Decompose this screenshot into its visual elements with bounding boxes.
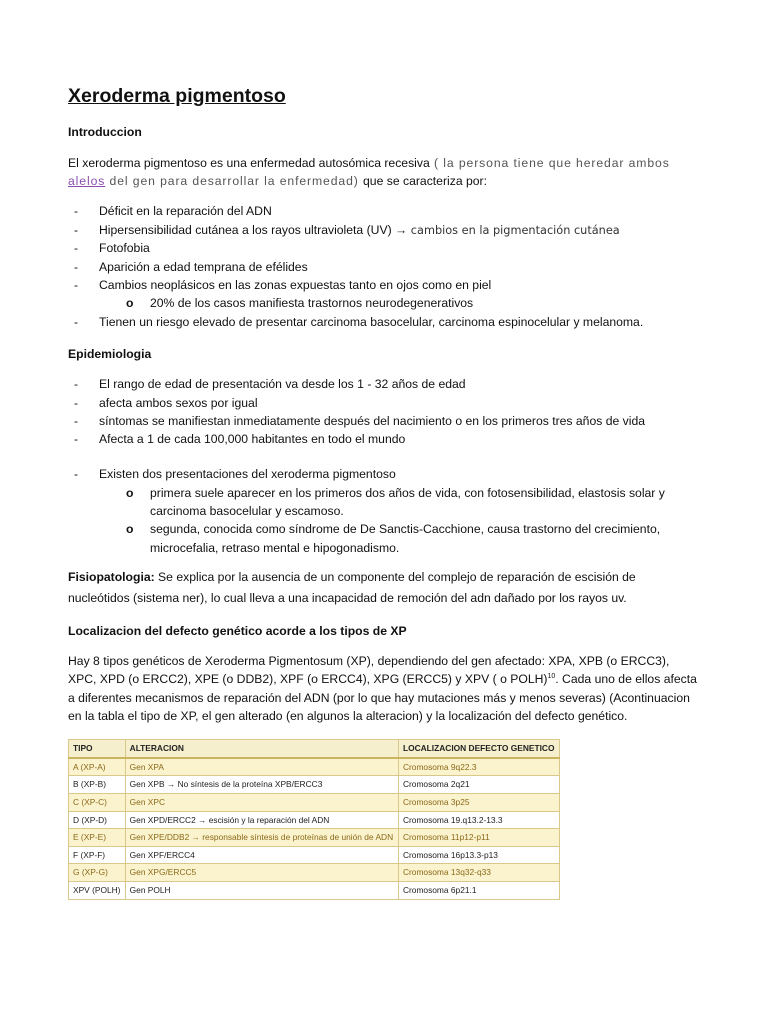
list-item: - afecta ambos sexos por igual <box>68 394 698 412</box>
table-row: XPV (POLH) Gen POLH Cromosoma 6p21.1 <box>69 881 560 899</box>
list-item: - Afecta a 1 de cada 100,000 habitantes en todo el mundo <box>68 430 698 448</box>
table-header-row <box>69 740 560 758</box>
localizacion-heading: Localizacion del defecto genético acorde a los tipos de XP <box>68 623 407 638</box>
epi-list <box>68 375 698 483</box>
table-row: F (XP-F) Gen XPF/ERCC4 Cromosoma 16p13.3-p13 <box>69 846 560 864</box>
xp-types-table <box>68 739 560 899</box>
list-item: - Fotofobia <box>68 239 698 257</box>
column-header: ALTERACION <box>125 740 398 758</box>
list-item: - Existen dos presentaciones del xeroderma pigmentoso <box>68 465 698 483</box>
sub-list <box>68 294 698 312</box>
column-header: TIPO <box>69 740 126 758</box>
list-item: - Aparición a edad temprana de efélides <box>68 258 698 276</box>
table-row: C (XP-C) Gen XPC Cromosoma 3p25 <box>69 793 560 811</box>
epidemiologia-heading: Epidemiologia <box>68 346 152 361</box>
table-row: G (XP-G) Gen XPG/ERCC5 Cromosoma 13q32-q33 <box>69 864 560 882</box>
list-item: - Tienen un riesgo elevado de presentar carcinoma basocelular, carcinoma espinocelular y melanoma. <box>68 313 698 331</box>
table-row: D (XP-D) Gen XPD/ERCC2 → escisión y la reparación del ADN Cromosoma 19.q13.2-13.3 <box>69 811 560 829</box>
sub-list-item: o segunda, conocida como síndrome de De Sanctis-Cacchione, causa trastorno del crecimiento, microcefalia, retraso mental e hipogonadismo. <box>68 520 698 557</box>
table-row: B (XP-B) Gen XPB → No síntesis de la proteína XPB/ERCC3 Cromosoma 2q21 <box>69 776 560 794</box>
epi-sub-list <box>68 484 698 557</box>
alelos-link[interactable]: alelos <box>68 173 106 188</box>
list-item: - síntomas se manifiestan inmediatamente después del nacimiento o en los primeros tres años de vida <box>68 412 698 430</box>
list-item: - Cambios neoplásicos en las zonas expuestas tanto en ojos como en piel o 20% de los casos manifiesta trastornos neurodegenerativos <box>68 276 698 313</box>
intro-heading: Introduccion <box>68 125 142 140</box>
sub-list-item: o primera suele aparecer en los primeros dos años de vida, con fotosensibilidad, elastosis solar y carcinoma basocelular y escamoso. <box>68 484 698 521</box>
sub-list-item: o 20% de los casos manifiesta trastornos neurodegenerativos <box>68 294 698 312</box>
fisiopatologia-paragraph: Fisiopatologia: Se explica por la ausencia de un componente del complejo de reparación de escisión de nucleótidos (sistema ner), lo cual lleva a una incapacidad de remoción del adn dañado por los rayos uv. <box>68 569 636 606</box>
column-header: LOCALIZACION DEFECTO GENETICO <box>398 740 559 758</box>
table-row: E (XP-E) Gen XPE/DDB2 → responsable síntesis de proteínas de unión de ADN Cromosoma 11p12-p11 <box>69 829 560 847</box>
intro-paragraph: El xeroderma pigmentoso es una enfermedad autosómica recesiva ( la persona tiene que heredar ambos alelos del gen para desarrollar la enfermedad) que se caracteriza por: <box>68 155 670 188</box>
table-row: A (XP-A) Gen XPA Cromosoma 9q22.3 <box>69 758 560 776</box>
list-item: - El rango de edad de presentación va desde los 1 - 32 años de edad <box>68 375 698 393</box>
intro-list <box>68 202 698 331</box>
list-item: - Déficit en la reparación del ADN <box>68 202 698 220</box>
list-item: - Hipersensibilidad cutánea a los rayos ultravioleta (UV) → cambios en la pigmentación cutánea <box>68 221 698 240</box>
localizacion-paragraph: Hay 8 tipos genéticos de Xeroderma Pigmentosum (XP), dependiendo del gen afectado: XPA, XPB (o ERCC3), XPC, XPD (o ERCC2), XPE (o DDB2), XPF (o ERCC4), XPG (ERCC5) y XPV ( o POLH)$^{10}$. Cada uno de ellos afecta a diferentes mecanismos de reparación del ADN (por lo que hay mutaciones más y menos severas) (Acontinuacion en la tabla el tipo de XP, el gen alterado (en algunos la alteracion) y la localización del defecto genético. <box>68 653 697 723</box>
document-title: Xeroderma pigmentoso <box>68 85 286 107</box>
